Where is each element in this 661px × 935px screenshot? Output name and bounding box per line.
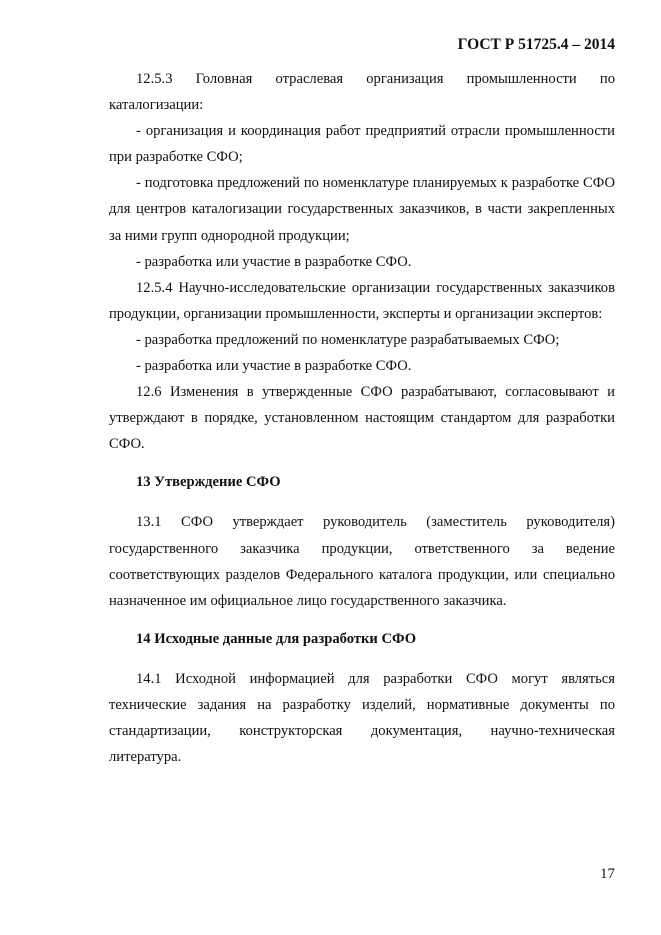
- paragraph-13-1: 13.1 СФО утверждает руководитель (заместитель руководителя) государственного заказчика продукции, ответственного за ведение соответствующих разделов Федерального каталога продукции, или специально назначенное им официальное лицо государственного заказчика.: [109, 514, 615, 609]
- section-heading-14: 14 Исходные данные для разработки СФО: [136, 630, 417, 647]
- list-item: - организация и координация работ предприятий отрасли промышленности при разработке СФО;: [109, 123, 615, 166]
- list-item: - разработка или участие в разработке СФО.: [136, 253, 412, 270]
- paragraph-12-5-3: 12.5.3 Головная отраслевая организация промышленности по каталогизации:: [109, 71, 615, 114]
- list-item: - подготовка предложений по номенклатуре планируемых к разработке СФО для центров каталогизации государственных заказчиков, в части закрепленных за ними групп однородной продукции;: [109, 175, 615, 244]
- section-heading-13: 13 Утверждение СФО: [136, 474, 281, 491]
- document-body: [109, 66, 615, 770]
- paragraph-14-1: 14.1 Исходной информацией для разработки СФО могут являться технические задания на разработку изделий, нормативные документы по стандартизации, конструкторская документация, научно-техническая литература.: [109, 670, 615, 766]
- document-id-header: ГОСТ Р 51725.4 – 2014: [457, 36, 615, 53]
- paragraph-12-6: 12.6 Изменения в утвержденные СФО разрабатывают, согласовывают и утверждают в порядке, установленном настоящим стандартом для разработки СФО.: [109, 384, 615, 453]
- page-number: 17: [600, 866, 615, 882]
- paragraph-12-5-4: 12.5.4 Научно-исследовательские организации государственных заказчиков продукции, организации промышленности, эксперты и организации экспертов:: [109, 279, 615, 322]
- list-item: - разработка или участие в разработке СФО.: [136, 358, 412, 375]
- list-item: - разработка предложений по номенклатуре разрабатываемых СФО;: [136, 331, 560, 348]
